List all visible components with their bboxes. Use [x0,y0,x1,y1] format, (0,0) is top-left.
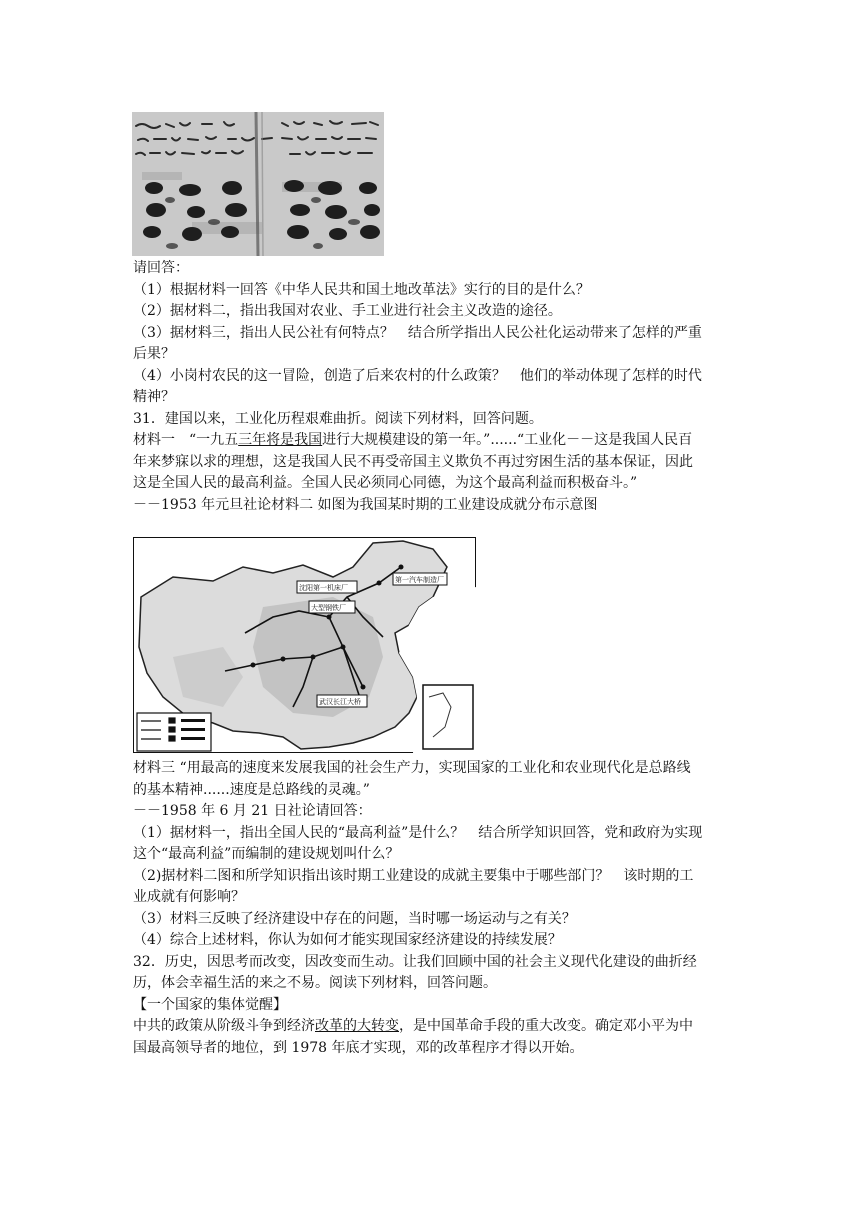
question-4-line-2: 精神？ [133,389,175,405]
answer-2-line-2: 业成就有何影响？ [133,889,245,905]
industrial-map-figure [133,537,476,753]
answer-2-line-1: （2)据材料二图和所学知识指出该时期工业建设的成就主要集中于哪些部门？ 该时期的工 [133,867,694,884]
material-1-line-1: 材料一 “一九五三年将是我国进行大规模建设的第一年。”......“工业化－－这是我国人民百 [133,432,693,448]
answer-1-line-2: 这个“最高利益”而编制的建设规划叫什么？ [133,846,400,862]
paragraph-line-2: 国最高领导者的地位，到 1978 年底才实现，邓的改革程序才得以开始。 [133,1039,584,1056]
document-photo-figure [132,112,384,256]
question-4-line-1: （4）小岗村农民的这一冒险，创造了后来农村的什么政策？ 他们的举动体现了怎样的时代 [133,367,702,384]
material-3-line-2: 的基本精神......速度是总路线的灵魂。” [133,781,370,798]
questions-block-2 [133,758,733,1059]
answer-1-line-1: （1）据材料一，指出全国人民的“最高利益”是什么？ 结合所学知识回答，党和政府为实现 [133,824,703,841]
answer-4: （4）综合上述材料，你认为如何才能实现国家经济建设的持续发展？ [133,932,562,948]
material-3-source: －－1958 年 6 月 21 日社论请回答： [133,803,372,819]
question-1: （1）根据材料一回答《中华人民共和国土地改革法》实行的目的是什么？ [133,281,590,298]
map-label-machine-tool-plant: 沈阳第一机床厂 [299,584,348,592]
question-31-title: 31．建国以来，工业化历程艰难曲折。阅读下列材料，回答问题。 [133,410,543,427]
questions-block-1 [133,258,733,516]
material-1-line-3: 这是全国人民的最高利益。全国人民必须同心同德，为这个最高利益而积极奋斗。” [133,475,638,491]
question-32-line-1: 32．历史，因思考而改变，因改变而生动。让我们回顾中国的社会主义现代化建设的曲折经 [133,953,697,970]
map-label-wuhan-bridge: 武汉长江大桥 [319,698,361,706]
question-2: （2）据材料二，指出我国对农业、手工业进行社会主义改造的途径。 [133,303,562,319]
material-3-line-1: 材料三 “用最高的速度来发展我国的社会生产力，实现国家的工业化和农业现代化是总路线 [133,760,691,776]
material-1-source: －－1953 年元旦社论材料二 如图为我国某时期的工业建设成就分布示意图 [133,496,598,513]
question-32-line-2: 历，体会幸福生活的来之不易。阅读下列材料，回答问题。 [133,975,497,991]
section-heading: 【一个国家的集体觉醒】 [133,996,287,1013]
map-label-steel-plant: 大型钢铁厂 [311,604,346,612]
answer-prompt: 请回答： [133,260,189,276]
question-3-line-1: （3）据材料三，指出人民公社有何特点？ 结合所学指出人民公社化运动带来了怎样的严重 [133,324,702,341]
paragraph-line-1: 中共的政策从阶级斗争到经济改革的大转变，是中国革命手段的重大改变。确定邓小平为中 [133,1018,693,1034]
material-1-line-2: 年来梦寐以求的理想，这是我国人民不再受帝国主义欺负不再过穷困生活的基本保证，因此 [133,453,693,470]
map-label-auto-plant: 第一汽车制造厂 [395,576,444,584]
question-3-line-2: 后果？ [133,346,175,362]
answer-3: （3）材料三反映了经济建设中存在的问题，当时哪一场运动与之有关？ [133,910,576,927]
